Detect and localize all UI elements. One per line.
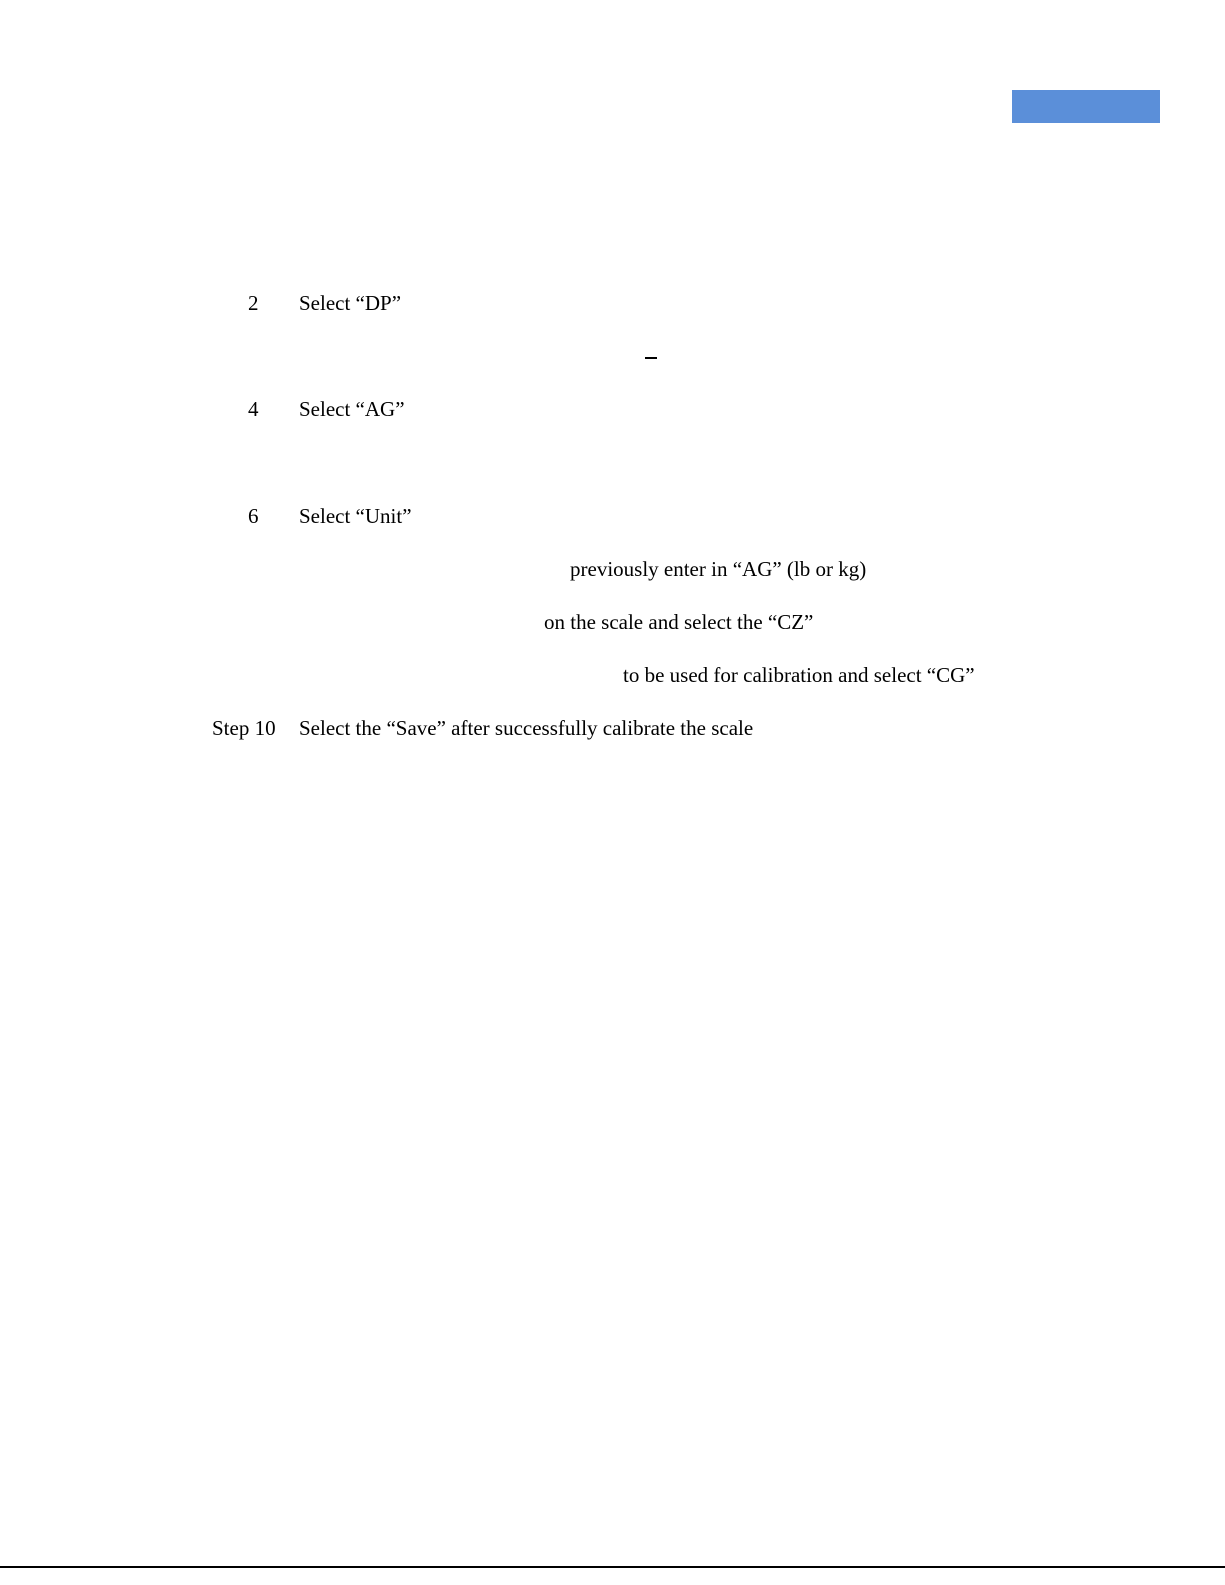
calibration-note: to be used for calibration and select “CG”: [623, 663, 975, 687]
step-number: 2: [248, 291, 259, 315]
step-number: Step 10: [212, 716, 276, 740]
step-text: Select “AG”: [299, 397, 405, 421]
unit-note: previously enter in “AG” (lb or kg): [570, 557, 867, 581]
step-number: 6: [248, 504, 259, 528]
step-text: Select “Unit”: [299, 504, 412, 528]
step-text: Select “DP”: [299, 291, 402, 315]
footer-rule: [0, 1566, 1225, 1568]
step-text: Select the “Save” after successfully calibrate the scale: [299, 716, 754, 740]
header-accent-bar: [1012, 90, 1160, 123]
step-number: 4: [248, 397, 259, 421]
dash-mark: [645, 357, 657, 359]
zero-note: on the scale and select the “CZ”: [544, 610, 814, 634]
